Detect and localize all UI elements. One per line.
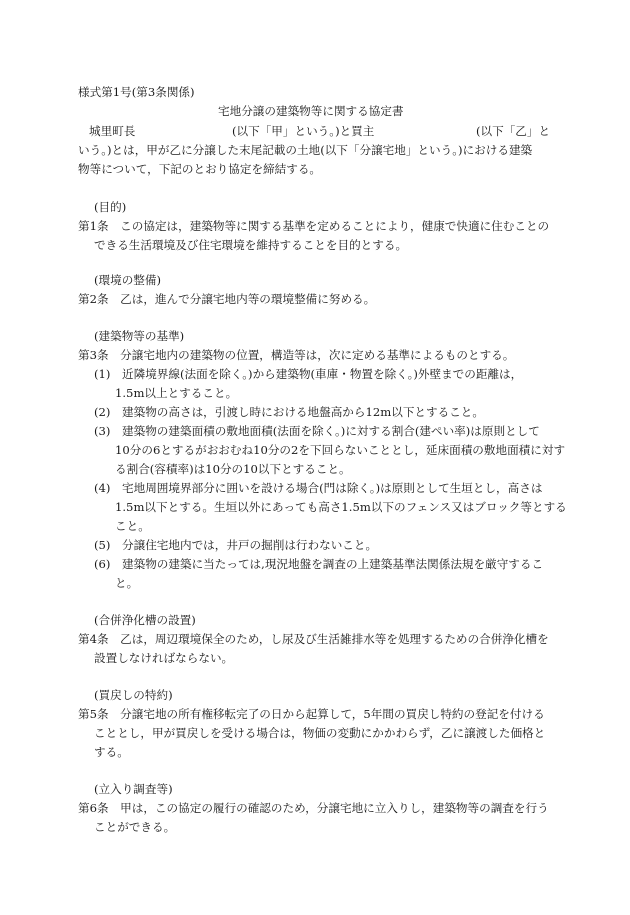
article-5-line-3: する。 — [94, 745, 129, 759]
article-3-item-6-line-1: (6) 建築物の建築に当たっては,現況地盤を調査の上建築基準法関係法規を厳守するこ — [94, 557, 544, 571]
article-3-item-2-line-1: (2) 建築物の高さは，引渡し時における地盤高から12m以下とすること。 — [94, 405, 484, 419]
article-2-heading: (環境の整備) — [94, 273, 162, 287]
article-2-line-1: 第2条 乙は，進んで分譲宅地内等の環境整備に努める。 — [78, 292, 376, 306]
article-3-item-4-line-1: (4) 宅地周囲境界部分に囲いを設ける場合(門は除く。)は原則として生垣とし，高さは — [94, 481, 543, 495]
article-6-line-2: ことができる。 — [94, 820, 176, 834]
preamble-line-2: いう。)とは，甲が乙に分譲した末尾記載の土地(以下「分譲宅地」という。)における建築 — [78, 143, 533, 157]
form-number: 様式第1号(第3条関係) — [78, 85, 195, 99]
article-5-heading: (買戻しの特約) — [94, 688, 173, 702]
article-6-line-1: 第6条 甲は，この協定の履行の確認のため，分譲宅地に立入りし，建築物等の調査を行う — [78, 801, 549, 815]
article-3-line-1: 第3条 分譲宅地内の建築物の位置，構造等は，次に定める基準によるものとする。 — [78, 348, 515, 362]
article-4-line-2: 設置しなければならない。 — [94, 651, 234, 665]
article-3-item-4-line-3: こと。 — [115, 519, 150, 533]
preamble-mayor: 城里町長 — [89, 124, 136, 138]
preamble-ko-label: (以下「甲」という。)と買主 — [232, 124, 375, 138]
preamble-otsu-label: (以下「乙」と — [476, 124, 551, 138]
article-5-line-1: 第5条 分譲宅地の所有権移転完了の日から起算して，5年間の買戻し特約の登記を付ける — [78, 707, 545, 721]
article-1-line-2: できる生活環境及び住宅環境を維持することを目的とする。 — [94, 238, 408, 252]
article-3-item-3-line-1: (3) 建築物の建築面積の敷地面積(法面を除く。)に対する割合(建ぺい率)は原則として — [94, 424, 540, 438]
article-3-item-5-line-1: (5) 分譲住宅地内では，井戸の掘削は行わないこと。 — [94, 538, 378, 552]
article-3-item-1-line-1: (1) 近隣境界線(法面を除く。)から建築物(車庫・物置を除く。)外壁までの距離は， — [94, 367, 523, 381]
article-3-heading: (建築物等の基準) — [94, 329, 185, 343]
article-3-item-3-line-2: 10分の6とするがおおむね10分の2を下回らないこととし，延床面積の敷地面積に対す — [115, 443, 566, 457]
article-5-line-2: こととし，甲が買戻しを受ける場合は，物価の変動にかかわらず，乙に譲渡した価格と — [94, 726, 546, 740]
article-4-line-1: 第4条 乙は，周辺環境保全のため，し尿及び生活雑排水等を処理するための合併浄化槽を — [78, 632, 549, 646]
document-title: 宅地分譲の建築物等に関する協定書 — [218, 104, 404, 118]
preamble-line-3: 物等について，下記のとおり協定を締結する。 — [78, 162, 322, 176]
article-3-item-4-line-2: 1.5m以下とする。生垣以外にあっても高さ1.5m以下のフェンス又はブロック等とする — [115, 500, 567, 514]
article-3-item-6-line-2: と。 — [115, 576, 139, 590]
article-1-line-1: 第1条 この協定は，建築物等に関する基準を定めることにより，健康で快適に住むことの — [78, 219, 550, 233]
article-3-item-1-line-2: 1.5m以上とすること。 — [115, 386, 238, 400]
article-4-heading: (合併浄化槽の設置) — [94, 613, 196, 627]
article-3-item-3-line-3: る割合(容積率)は10分の10以下とすること。 — [115, 462, 351, 476]
article-6-heading: (立入り調査等) — [94, 782, 173, 796]
article-1-heading: (目的) — [94, 200, 127, 214]
